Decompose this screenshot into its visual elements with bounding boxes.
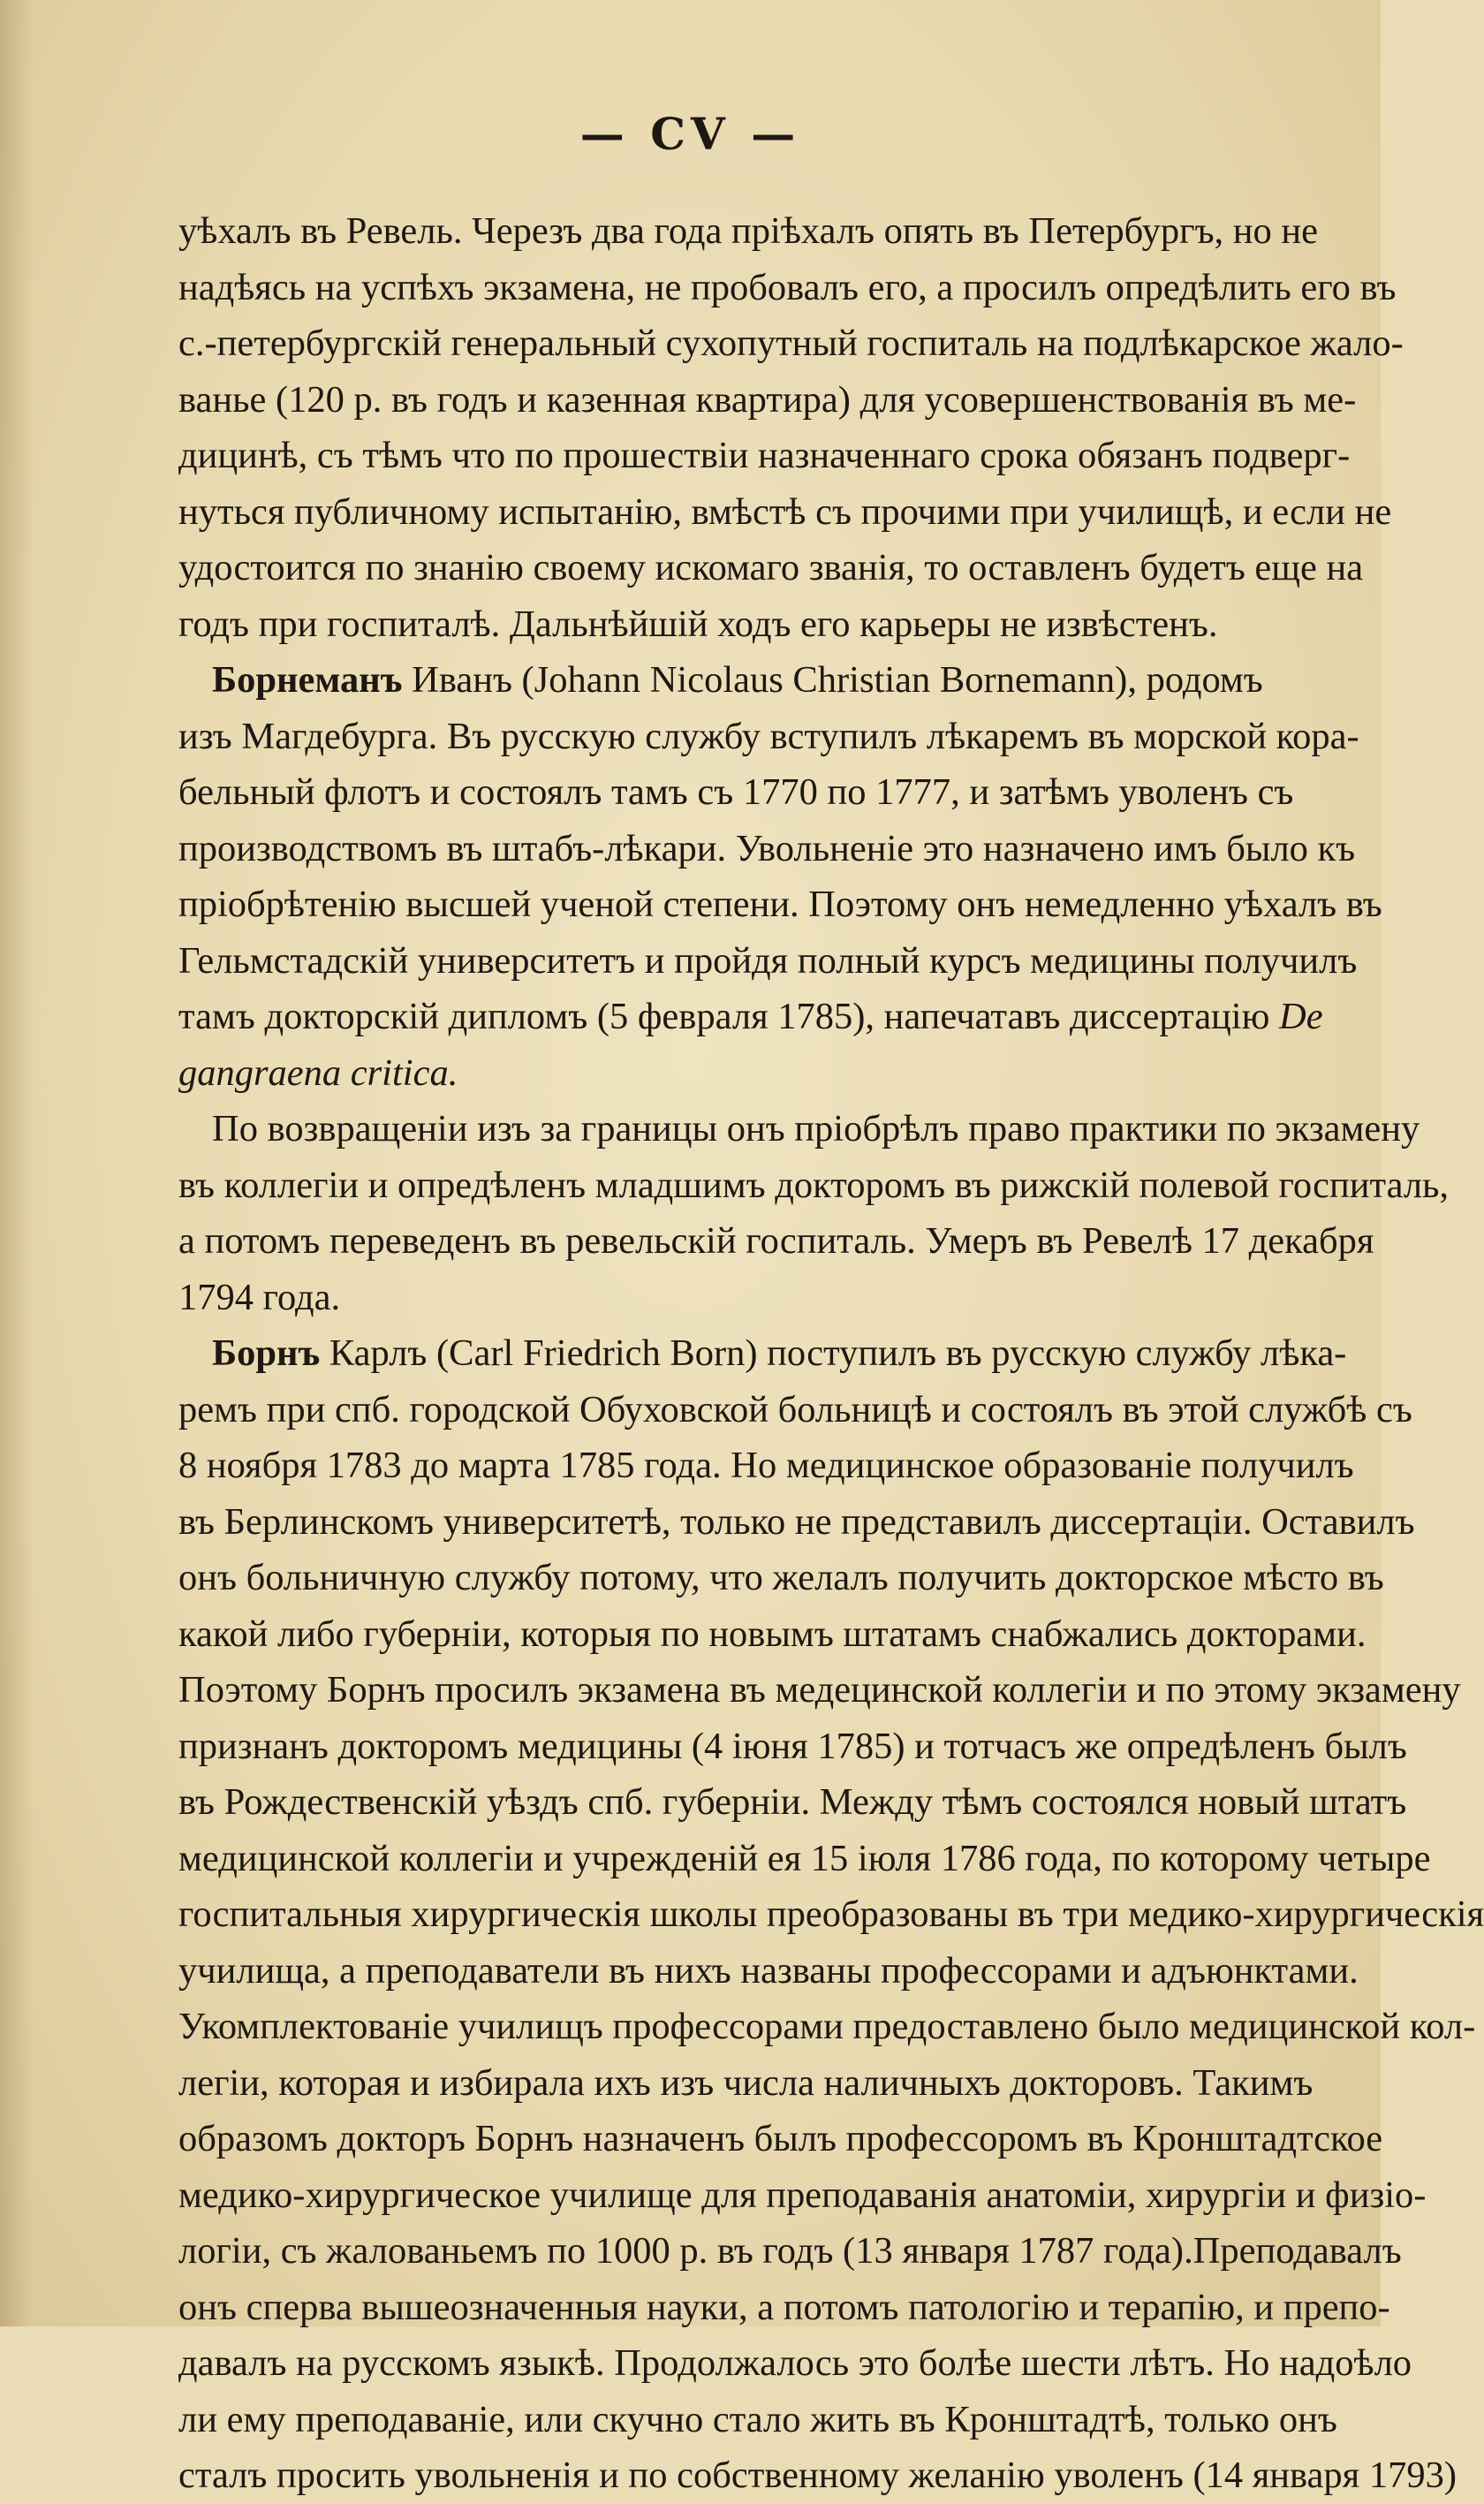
text-line: Гельмстадскій университетъ и пройдя полный курсъ медицины получилъ (178, 939, 1358, 982)
text-line: изъ Магдебурга. Въ русскую службу вступилъ лѣкаремъ въ морской кора- (178, 715, 1359, 757)
text-line: образомъ докторъ Борнъ назначенъ былъ профессоромъ въ Кронштадтское (178, 2118, 1383, 2159)
text-line: годъ при госпиталѣ. Дальнѣйшій ходъ его карьеры не извѣстенъ. (178, 603, 1218, 645)
paragraph-born (178, 1325, 1484, 2504)
text-line: Поэтому Борнъ просилъ экзамена въ медецинской коллегіи и по этому экзамену (178, 1669, 1461, 1711)
italic-title: De (1279, 996, 1323, 1037)
text-line: с.-петербургскій генеральный сухопутный госпиталь на подлѣкарское жало- (178, 322, 1404, 364)
text-line: уѣхалъ въ Ревель. Черезъ два года пріѣхалъ опять въ Петербургъ, но не (178, 210, 1319, 252)
text-line: сталъ просить увольненія и по собственному желанію уволенъ (14 января 1793) (178, 2455, 1457, 2496)
text-line: легіи, которая и избирала ихъ изъ числа наличныхъ докторовъ. Такимъ (178, 2061, 1314, 2104)
text-line: Борнъ Карлъ (Carl Friedrich Born) поступилъ въ русскую службу лѣка- (212, 1332, 1347, 1374)
text-line: дицинѣ, съ тѣмъ что по прошествіи назначеннаго срока обязанъ подверг- (178, 435, 1351, 476)
text-line: въ Берлинскомъ университетѣ, только не представилъ диссертаціи. Оставилъ (178, 1500, 1415, 1543)
text-line: удостоится по знанію своему искомаго званія, то оставленъ будетъ еще на (178, 547, 1364, 588)
text-line: медико-хирургическое училище для преподаванія анатоміи, хирургіи и физіо- (178, 2174, 1427, 2216)
text-line: медицинской коллегіи и учрежденій ея 15 іюля 1786 года, по которому четыре (178, 1837, 1431, 1879)
entry-name: Борнеманъ (212, 659, 403, 701)
text-line: ремъ при спб. городской Обуховской больницѣ и состоялъ въ этой службѣ съ (178, 1388, 1412, 1430)
text-line: тамъ докторскій дипломъ (5 февраля 1785), напечатавъ диссертацію De (178, 996, 1323, 1037)
paragraph-1 (178, 203, 1404, 652)
text-line: госпитальныя хирургическія школы преобразованы въ три медико-хирургическія (178, 1893, 1484, 1935)
text-line: производствомъ въ штабъ-лѣкари. Увольненіе это назначено имъ было къ (178, 827, 1356, 869)
text-line: Укомплектованіе училищъ профессорами предоставлено было медицинской кол- (178, 2006, 1476, 2047)
text-line: логіи, съ жалованьемъ по 1000 р. въ годъ (13 января 1787 года).Преподавалъ (178, 2230, 1402, 2272)
text-line: 8 ноября 1783 до марта 1785 года. Но медицинское образованіе получилъ (178, 1445, 1354, 1486)
text-line: нуться публичному испытанію, вмѣстѣ съ прочими при училищѣ, и если не (178, 490, 1392, 533)
text-line: онъ сперва вышеозначенныя науки, а потомъ патологію и терапію, и препо- (178, 2286, 1390, 2328)
text-line: бельный флотъ и состоялъ тамъ съ 1770 по 1777, и затѣмъ уволенъ съ (178, 771, 1294, 813)
spine-shadow (0, 0, 34, 2326)
text-line: въ Рождественскій уѣздъ спб. губерніи. Между тѣмъ состоялся новый штатъ (178, 1781, 1407, 1823)
italic-title: gangraena critica. (178, 1051, 458, 1094)
text-line: пріобрѣтенію высшей ученой степени. Поэтому онъ немедленно уѣхалъ въ (178, 884, 1382, 925)
text-line (178, 1045, 1258, 1102)
text-line: давалъ на русскомъ языкѣ. Продолжалось это болѣе шести лѣтъ. Но надоѣло (178, 2342, 1412, 2384)
text-line: ванье (120 р. въ годъ и казенная квартира) для усовершенствованія въ ме- (178, 378, 1357, 421)
text-line: ли ему преподаваніе, или скучно стало жить въ Кронштадтѣ, только онъ (178, 2398, 1337, 2440)
text-line: 1794 года. (178, 1276, 341, 1318)
entry-name: Борнъ (212, 1332, 321, 1374)
text-line: какой либо губерніи, которыя по новымъ штатамъ снабжались докторами. (178, 1612, 1367, 1655)
paragraph-bornemann (178, 652, 1382, 1101)
text-line: училища, а преподаватели въ нихъ названы профессорами и адъюнктами. (178, 1949, 1359, 1992)
text-line: въ коллегіи и опредѣленъ младшимъ докторомъ въ рижскій полевой госпиталь, (178, 1164, 1450, 1206)
text-line: а потомъ переведенъ въ ревельскій госпиталь. Умеръ въ Ревелѣ 17 декабря (178, 1220, 1374, 1262)
text-line: признанъ докторомъ медицины (4 іюня 1785) и тотчасъ же опредѣленъ былъ (178, 1725, 1407, 1767)
text-body (178, 203, 1484, 2504)
text-line: Борнеманъ Иванъ (Johann Nicolaus Christian Bornemann), родомъ (212, 659, 1263, 701)
text-line: онъ больничную службу потому, что желалъ получить докторское мѣсто въ (178, 1557, 1384, 1598)
page-number-marker: — CV — (579, 108, 801, 160)
text-line: По возвращеніи изъ за границы онъ пріобрѣлъ право практики по экзамену (212, 1108, 1420, 1150)
text-line: надѣясь на успѣхъ экзамена, не пробовалъ его, а просилъ опредѣлить его въ (178, 266, 1397, 308)
paragraph-3 (178, 1101, 1450, 1325)
